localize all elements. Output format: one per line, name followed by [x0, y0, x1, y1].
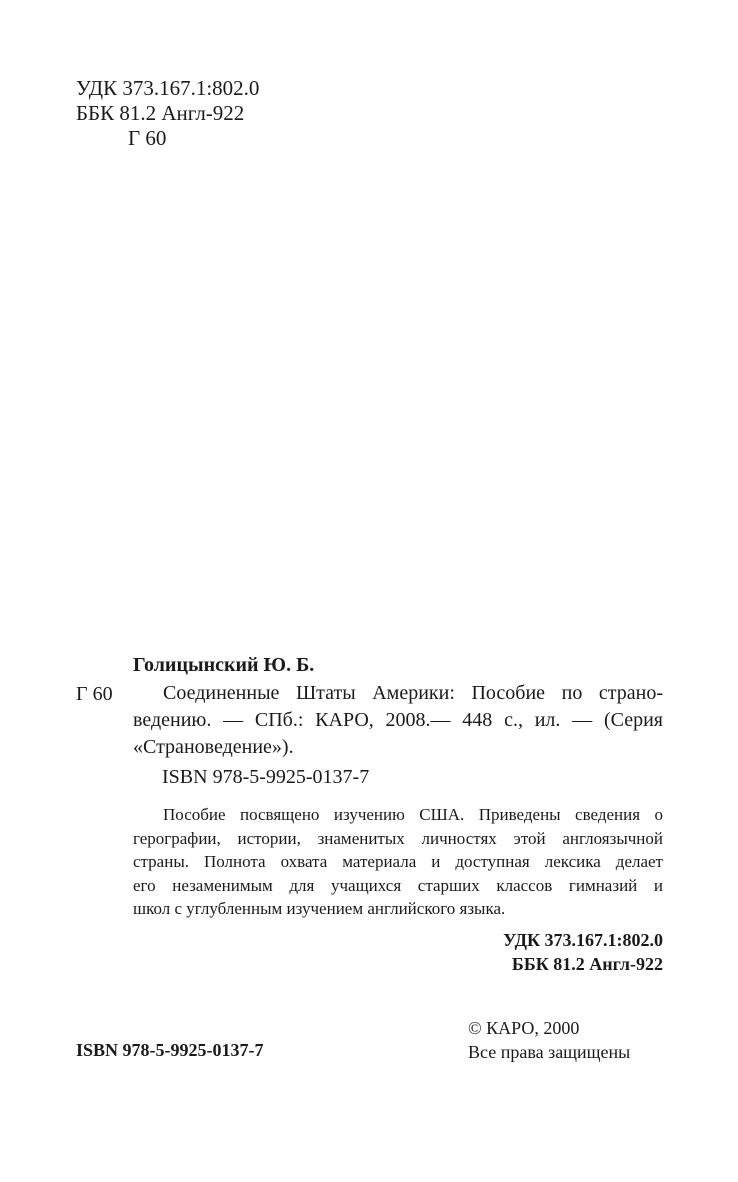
record-description — [133, 680, 663, 761]
description-line: «Страноведение»). — [133, 736, 294, 758]
rights-text: Все права защищены — [468, 1042, 631, 1062]
record-isbn: ISBN 978-5-9925-0137-7 — [162, 766, 370, 788]
header-udk: УДК 373.167.1:802.0 — [76, 76, 260, 100]
abstract-line: герографии, истории, знаменитых личностях этой англоязычной — [133, 828, 663, 848]
description-line: ведению. — СПб.: КАРО, 2008.— 448 с., ил. — (Серия — [133, 709, 663, 731]
copyright-text: © КАРО, 2000 — [468, 1018, 580, 1038]
description-line: Соединенные Штаты Америки: Пособие по страно- — [163, 682, 663, 704]
copyright-block — [468, 1016, 630, 1064]
abstract-line: школ с углубленным изучением английского языка. — [133, 899, 506, 918]
abstract-line: его незаменимым для учащихся старших классов гимназий и — [133, 875, 663, 895]
record-author: Голицынский Ю. Б. — [133, 654, 315, 676]
footer-isbn: ISBN 978-5-9925-0137-7 — [76, 1040, 264, 1060]
record-bbk: ББК 81.2 Англ-922 — [511, 954, 663, 974]
record-classification — [503, 928, 663, 976]
record-author-mark: Г 60 — [76, 683, 113, 705]
record-abstract — [133, 803, 663, 921]
abstract-line: страны. Полнота охвата материала и доступная лексика делает — [133, 852, 663, 871]
header-bbk: ББК 81.2 Англ-922 — [76, 101, 245, 125]
header-author-mark: Г 60 — [128, 126, 167, 150]
abstract-line: Пособие посвящено изучению США. Приведены сведения о — [163, 805, 663, 824]
record-udk: УДК 373.167.1:802.0 — [503, 930, 663, 950]
